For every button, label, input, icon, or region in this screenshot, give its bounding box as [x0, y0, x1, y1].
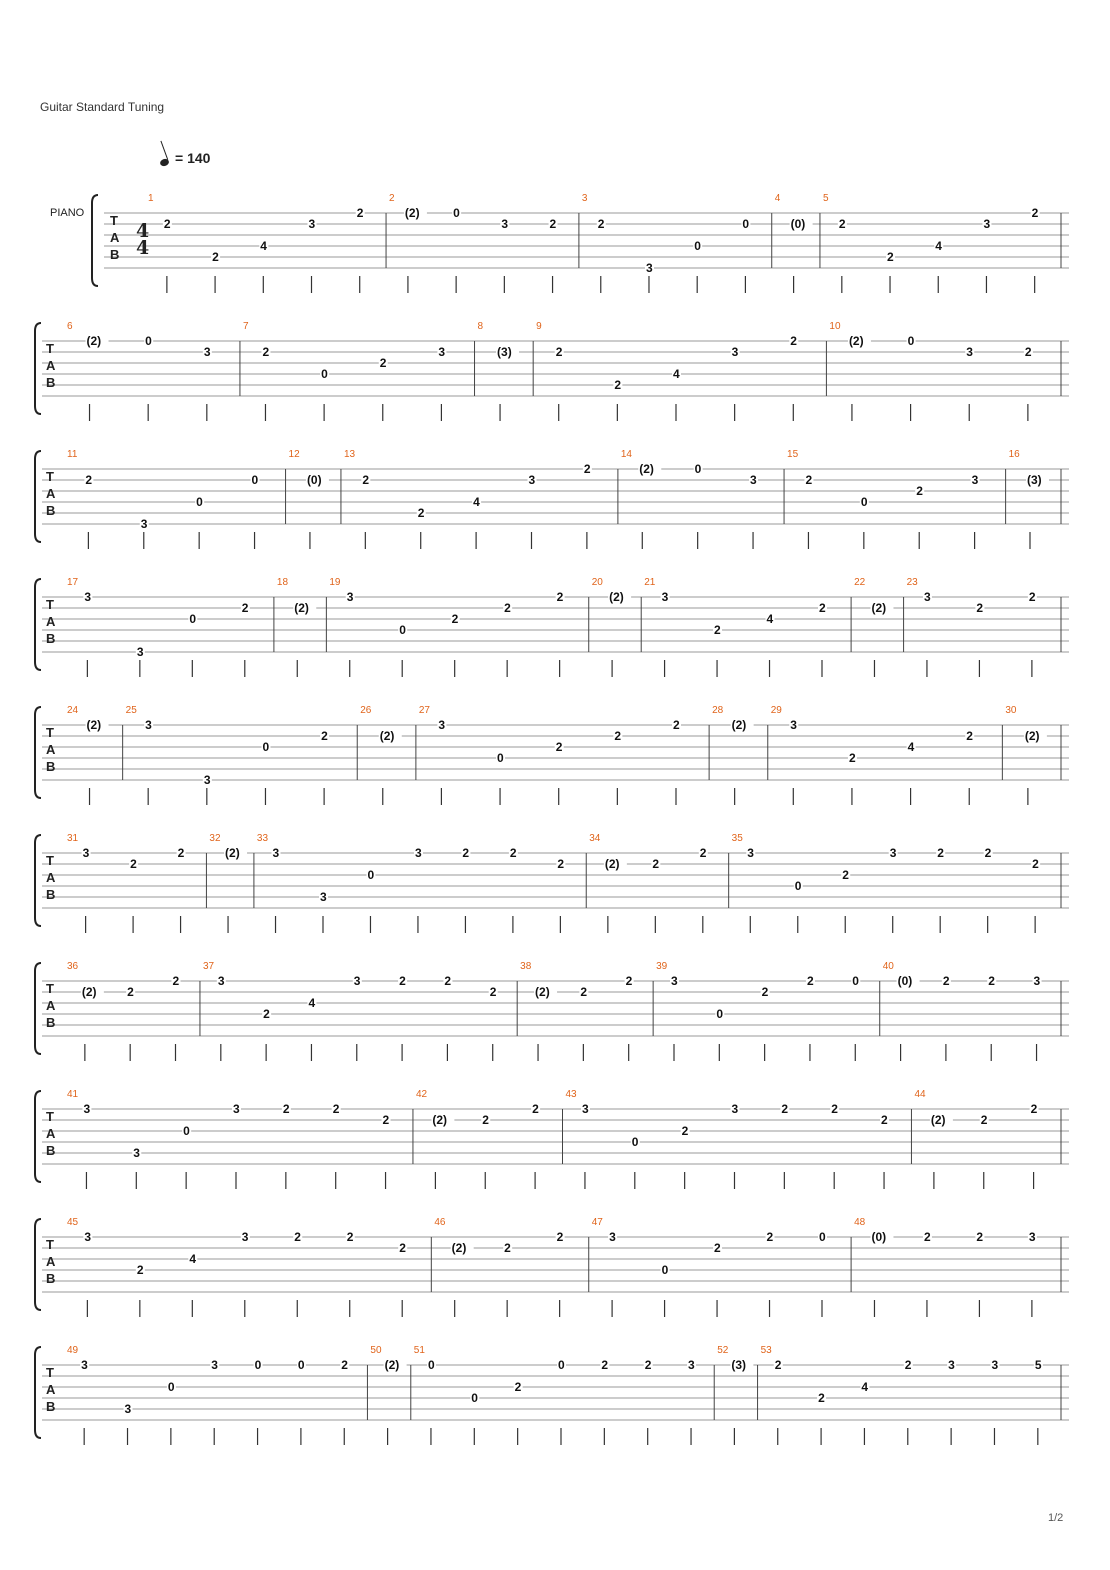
- fret-number: 3: [1028, 1230, 1036, 1244]
- fret-number: 3: [501, 217, 509, 231]
- fret-number: 2: [583, 462, 591, 476]
- fret-number: 3: [84, 590, 92, 604]
- fret-number: 2: [644, 1358, 652, 1372]
- fret-number: 3: [966, 345, 973, 359]
- measure-number: 13: [343, 449, 356, 460]
- tab-letter: T: [46, 725, 54, 740]
- fret-number: 2: [241, 601, 249, 615]
- fret-number: 2: [556, 590, 564, 604]
- fret-number: 0: [453, 206, 460, 220]
- fret-number: 3: [81, 1358, 88, 1372]
- fret-number: 0: [367, 868, 375, 882]
- measure-number: 7: [242, 321, 249, 332]
- time-signature: 4: [136, 220, 150, 242]
- measure-number: 36: [67, 961, 79, 972]
- measure-number: 11: [67, 449, 78, 460]
- fret-number: 2: [923, 1230, 931, 1244]
- fret-number: 2: [988, 974, 995, 988]
- fret-number: 2: [580, 985, 588, 999]
- fret-number: 2: [399, 1241, 406, 1255]
- tab-letter: B: [46, 759, 56, 774]
- fret-number: 2: [282, 1102, 290, 1116]
- fret-number: 2: [937, 846, 944, 860]
- fret-number: 3: [145, 718, 152, 732]
- fret-number: 2: [294, 1230, 301, 1244]
- measure-number: 8: [477, 321, 484, 332]
- fret-number: 0: [167, 1380, 175, 1394]
- fret-number: 2: [356, 206, 364, 220]
- system-brace: [35, 707, 41, 798]
- measure-number: 28: [712, 705, 724, 716]
- fret-number: 2: [557, 857, 565, 871]
- tab-letter: A: [46, 1254, 56, 1269]
- fret-number: (2): [1024, 729, 1040, 743]
- fret-number: 2: [85, 473, 93, 487]
- fret-number: 2: [212, 250, 219, 264]
- measure-number: 40: [882, 961, 894, 972]
- fret-number: 3: [232, 1102, 240, 1116]
- fret-number: 0: [427, 1358, 435, 1372]
- measure-number: 30: [1005, 705, 1017, 716]
- fret-number: 0: [860, 495, 868, 509]
- fret-number: 2: [881, 1113, 888, 1127]
- fret-number: (2): [404, 206, 420, 220]
- fret-number: 2: [597, 217, 605, 231]
- fret-number: 2: [177, 846, 185, 860]
- fret-number: (2): [81, 985, 97, 999]
- fret-number: 4: [766, 612, 774, 626]
- measure-number: 21: [644, 577, 656, 588]
- fret-number: 2: [601, 1358, 609, 1372]
- fret-number: 2: [976, 601, 984, 615]
- fret-number: 2: [504, 601, 511, 615]
- fret-number: 3: [670, 974, 678, 988]
- fret-number: 0: [794, 879, 802, 893]
- system-brace: [35, 1091, 41, 1182]
- fret-number: (0): [897, 974, 913, 988]
- fret-number: 2: [761, 985, 769, 999]
- fret-number: 3: [991, 1358, 999, 1372]
- fret-number: 2: [842, 868, 849, 882]
- tab-letter: B: [110, 247, 120, 262]
- fret-number: 3: [581, 1102, 589, 1116]
- measure-number: 25: [125, 705, 137, 716]
- fret-number: 3: [1033, 974, 1041, 988]
- fret-number: 0: [661, 1263, 669, 1277]
- measure-number: 5: [822, 193, 829, 204]
- fret-number: (2): [604, 857, 620, 871]
- tab-letter: T: [46, 1109, 54, 1124]
- fret-number: 0: [694, 462, 702, 476]
- measure-number: 37: [202, 961, 215, 972]
- fret-number: 2: [321, 729, 328, 743]
- fret-number: 3: [948, 1358, 955, 1372]
- tuning-label: Guitar Standard Tuning: [40, 100, 165, 114]
- fret-number: 2: [614, 378, 622, 392]
- fret-number: 0: [189, 612, 197, 626]
- fret-number: 3: [308, 217, 316, 231]
- fret-number: (2): [86, 718, 102, 732]
- fret-number: 2: [444, 974, 452, 988]
- tab-letter: A: [46, 1382, 56, 1397]
- fret-number: 3: [438, 718, 446, 732]
- fret-number: 3: [790, 718, 797, 732]
- tab-letter: B: [46, 1271, 56, 1286]
- tab-letter: A: [110, 230, 120, 245]
- fret-number: 2: [916, 484, 923, 498]
- measure-number: 19: [329, 577, 341, 588]
- system-brace: [35, 835, 41, 926]
- fret-number: 2: [831, 1102, 838, 1116]
- tab-letter: B: [46, 375, 56, 390]
- fret-number: 0: [716, 1007, 724, 1021]
- fret-number: 4: [308, 996, 316, 1010]
- fret-number: 2: [163, 217, 171, 231]
- tab-letter: T: [46, 341, 54, 356]
- fret-number: (2): [639, 462, 654, 476]
- fret-number: 2: [489, 985, 497, 999]
- tab-letter: A: [46, 870, 56, 885]
- tab-letter: T: [46, 1365, 54, 1380]
- fret-number: 2: [362, 473, 370, 487]
- system-brace: [35, 1347, 41, 1438]
- measure-number: 32: [209, 833, 221, 844]
- fret-number: 3: [889, 846, 897, 860]
- tab-letter: B: [46, 631, 56, 646]
- fret-number: 0: [497, 751, 504, 765]
- fret-number: 2: [555, 345, 563, 359]
- fret-number: 0: [321, 367, 328, 381]
- measure-number: 34: [589, 833, 601, 844]
- measure-number: 50: [370, 1345, 382, 1356]
- tab-letter: T: [110, 213, 118, 228]
- fret-number: 0: [471, 1391, 478, 1405]
- system-brace: [35, 451, 41, 542]
- fret-number: 3: [140, 517, 148, 531]
- fret-number: 3: [645, 261, 653, 275]
- fret-number: 3: [353, 974, 361, 988]
- fret-number: 0: [196, 495, 203, 509]
- measure-number: 17: [67, 577, 79, 588]
- fret-number: 2: [341, 1358, 348, 1372]
- system-brace: [92, 195, 98, 286]
- fret-number: 3: [438, 345, 446, 359]
- tempo-value: = 140: [175, 150, 211, 166]
- fret-number: 2: [504, 1241, 511, 1255]
- fret-number: 2: [681, 1124, 689, 1138]
- measure-number: 44: [914, 1089, 926, 1100]
- fret-number: 0: [694, 239, 701, 253]
- tab-letter: T: [46, 981, 54, 996]
- fret-number: (3): [1026, 473, 1042, 487]
- fret-number: 2: [136, 1263, 144, 1277]
- fret-number: 2: [714, 623, 721, 637]
- fret-number: 2: [818, 601, 826, 615]
- time-signature: 4: [136, 237, 150, 259]
- fret-number: 2: [672, 718, 680, 732]
- fret-number: (2): [871, 601, 887, 615]
- fret-number: 2: [127, 985, 134, 999]
- fret-number: 2: [805, 473, 813, 487]
- measure-number: 38: [520, 961, 532, 972]
- fret-number: 0: [254, 1358, 262, 1372]
- system-brace: [35, 963, 41, 1054]
- measure-number: 42: [415, 1089, 428, 1100]
- measure-number: 31: [67, 833, 79, 844]
- fret-number: 2: [714, 1241, 721, 1255]
- fret-number: 2: [625, 974, 633, 988]
- tab-letter: A: [46, 742, 56, 757]
- fret-number: 0: [262, 740, 270, 754]
- fret-number: 0: [297, 1358, 305, 1372]
- fret-number: 2: [887, 250, 894, 264]
- fret-number: 2: [984, 846, 992, 860]
- fret-number: 4: [861, 1380, 869, 1394]
- measure-number: 26: [360, 705, 372, 716]
- fret-number: 0: [557, 1358, 565, 1372]
- instrument-name: PIANO: [50, 207, 85, 219]
- fret-number: 0: [251, 473, 259, 487]
- fret-number: 2: [966, 729, 973, 743]
- fret-number: 3: [82, 846, 90, 860]
- measure-number: 27: [418, 705, 431, 716]
- measure-number: 4: [774, 193, 781, 204]
- fret-number: 2: [942, 974, 950, 988]
- fret-number: 3: [136, 645, 144, 659]
- fret-number: 4: [935, 239, 942, 253]
- measure-number: 45: [67, 1217, 79, 1228]
- fret-number: 3: [747, 846, 754, 860]
- measure-number: 12: [288, 449, 300, 460]
- fret-number: 4: [907, 740, 915, 754]
- measure-number: 39: [656, 961, 668, 972]
- measure-number: 29: [770, 705, 782, 716]
- fret-number: 3: [133, 1146, 140, 1160]
- fret-number: 3: [124, 1402, 132, 1416]
- fret-number: 2: [130, 857, 137, 871]
- fret-number: 3: [731, 345, 739, 359]
- fret-number: 4: [189, 1252, 197, 1266]
- fret-number: (0): [871, 1230, 887, 1244]
- fret-number: 0: [399, 623, 406, 637]
- fret-number: 3: [688, 1358, 695, 1372]
- fret-number: 3: [346, 590, 354, 604]
- fret-number: 2: [332, 1102, 340, 1116]
- fret-number: 4: [672, 367, 680, 381]
- measure-number: 51: [413, 1345, 425, 1356]
- fret-number: 2: [1032, 857, 1039, 871]
- fret-number: 3: [971, 473, 979, 487]
- fret-number: 0: [631, 1135, 639, 1149]
- fret-number: 3: [414, 846, 422, 860]
- fret-number: 2: [514, 1380, 522, 1394]
- measure-number: 15: [787, 449, 799, 460]
- tab-letter: B: [46, 1399, 56, 1414]
- fret-number: 2: [417, 506, 425, 520]
- fret-number: (2): [731, 718, 747, 732]
- fret-number: 3: [750, 473, 757, 487]
- system-brace: [35, 1219, 41, 1310]
- measure-number: 46: [434, 1217, 446, 1228]
- fret-number: 3: [528, 473, 536, 487]
- fret-number: 0: [183, 1124, 190, 1138]
- fret-number: 3: [211, 1358, 218, 1372]
- fret-number: 2: [904, 1358, 912, 1372]
- fret-number: 3: [661, 590, 669, 604]
- fret-number: 3: [203, 773, 211, 787]
- measure-number: 22: [854, 577, 866, 588]
- fret-number: 2: [509, 846, 517, 860]
- tab-letter: A: [46, 614, 56, 629]
- fret-number: 2: [346, 1230, 354, 1244]
- fret-number: 3: [84, 1230, 92, 1244]
- fret-number: 2: [263, 1007, 270, 1021]
- fret-number: 2: [699, 846, 707, 860]
- measure-number: 23: [906, 577, 918, 588]
- tab-letter: B: [46, 1143, 56, 1158]
- fret-number: (2): [86, 334, 102, 348]
- measure-number: 24: [67, 705, 79, 716]
- tab-letter: B: [46, 503, 56, 518]
- fret-number: 2: [451, 612, 459, 626]
- measure-number: 47: [591, 1217, 603, 1228]
- system-brace: [35, 579, 41, 670]
- measure-number: 18: [276, 577, 289, 588]
- fret-number: (0): [790, 217, 806, 231]
- fret-number: 2: [399, 974, 406, 988]
- measure-number: 33: [256, 833, 269, 844]
- tab-letter: A: [46, 486, 56, 501]
- fret-number: 2: [1030, 1102, 1038, 1116]
- fret-number: (2): [451, 1241, 467, 1255]
- tab-letter: T: [46, 469, 54, 484]
- fret-number: (2): [384, 1358, 400, 1372]
- fret-number: 3: [272, 846, 280, 860]
- fret-number: 2: [1028, 590, 1036, 604]
- fret-number: 5: [1034, 1358, 1042, 1372]
- fret-number: 3: [241, 1230, 249, 1244]
- fret-number: 2: [262, 345, 270, 359]
- fret-number: 4: [473, 495, 480, 509]
- fret-number: 2: [1031, 206, 1039, 220]
- fret-number: 2: [1024, 345, 1032, 359]
- tab-letter: T: [46, 1237, 54, 1252]
- fret-number: (2): [379, 729, 395, 743]
- fret-number: 3: [203, 345, 211, 359]
- system-brace: [35, 323, 41, 414]
- measure-number: 10: [829, 321, 841, 332]
- fret-number: 4: [260, 239, 267, 253]
- fret-number: 2: [382, 1113, 390, 1127]
- tab-letter: B: [46, 887, 56, 902]
- fret-number: (2): [609, 590, 624, 604]
- fret-number: (2): [535, 985, 550, 999]
- measure-number: 43: [565, 1089, 577, 1100]
- fret-number: 0: [907, 334, 915, 348]
- measure-number: 9: [536, 321, 542, 332]
- fret-number: 0: [742, 217, 750, 231]
- fret-number: 2: [838, 217, 846, 231]
- measure-number: 3: [581, 193, 588, 204]
- fret-number: 3: [983, 217, 991, 231]
- fret-number: 3: [731, 1102, 739, 1116]
- fret-number: 2: [790, 334, 797, 348]
- fret-number: 3: [83, 1102, 91, 1116]
- tab-letter: T: [46, 853, 54, 868]
- fret-number: 2: [172, 974, 180, 988]
- fret-number: 2: [976, 1230, 984, 1244]
- fret-number: (2): [294, 601, 309, 615]
- fret-number: (2): [930, 1113, 946, 1127]
- fret-number: 2: [555, 740, 563, 754]
- fret-number: 0: [852, 974, 859, 988]
- fret-number: 2: [556, 1230, 564, 1244]
- fret-number: (3): [731, 1358, 747, 1372]
- fret-number: 2: [806, 974, 814, 988]
- fret-number: 3: [609, 1230, 616, 1244]
- fret-number: 3: [923, 590, 931, 604]
- fret-number: 3: [319, 890, 327, 904]
- measure-number: 48: [854, 1217, 866, 1228]
- fret-number: 2: [614, 729, 622, 743]
- fret-number: 2: [781, 1102, 789, 1116]
- fret-number: (0): [306, 473, 322, 487]
- fret-number: 2: [549, 217, 557, 231]
- fret-number: 2: [848, 751, 856, 765]
- fret-number: (3): [497, 345, 512, 359]
- measure-number: 49: [67, 1345, 79, 1356]
- measure-number: 6: [67, 321, 73, 332]
- fret-number: 0: [145, 334, 152, 348]
- page-number: 1/2: [1048, 1512, 1064, 1524]
- fret-number: 2: [532, 1102, 539, 1116]
- measure-number: 2: [389, 193, 395, 204]
- measure-number: 35: [731, 833, 743, 844]
- fret-number: (2): [225, 846, 240, 860]
- fret-number: (2): [848, 334, 864, 348]
- measure-number: 14: [620, 449, 633, 460]
- tab-letter: A: [46, 998, 56, 1013]
- fret-number: 2: [766, 1230, 774, 1244]
- fret-number: 0: [818, 1230, 826, 1244]
- tab-letter: T: [46, 597, 54, 612]
- tab-letter: B: [46, 1015, 56, 1030]
- fret-number: 2: [462, 846, 470, 860]
- measure-number: 20: [591, 577, 603, 588]
- fret-number: 2: [379, 356, 387, 370]
- fret-number: 2: [980, 1113, 988, 1127]
- measure-number: 41: [67, 1089, 79, 1100]
- fret-number: 2: [818, 1391, 825, 1405]
- measure-number: 52: [717, 1345, 729, 1356]
- measure-number: 53: [760, 1345, 772, 1356]
- measure-number: 16: [1008, 449, 1020, 460]
- fret-number: 2: [652, 857, 660, 871]
- fret-number: 3: [217, 974, 225, 988]
- measure-number: 1: [148, 193, 154, 204]
- tab-letter: A: [46, 1126, 56, 1141]
- fret-number: (2): [432, 1113, 448, 1127]
- tab-letter: A: [46, 358, 56, 373]
- fret-number: 2: [774, 1358, 782, 1372]
- fret-number: 2: [482, 1113, 489, 1127]
